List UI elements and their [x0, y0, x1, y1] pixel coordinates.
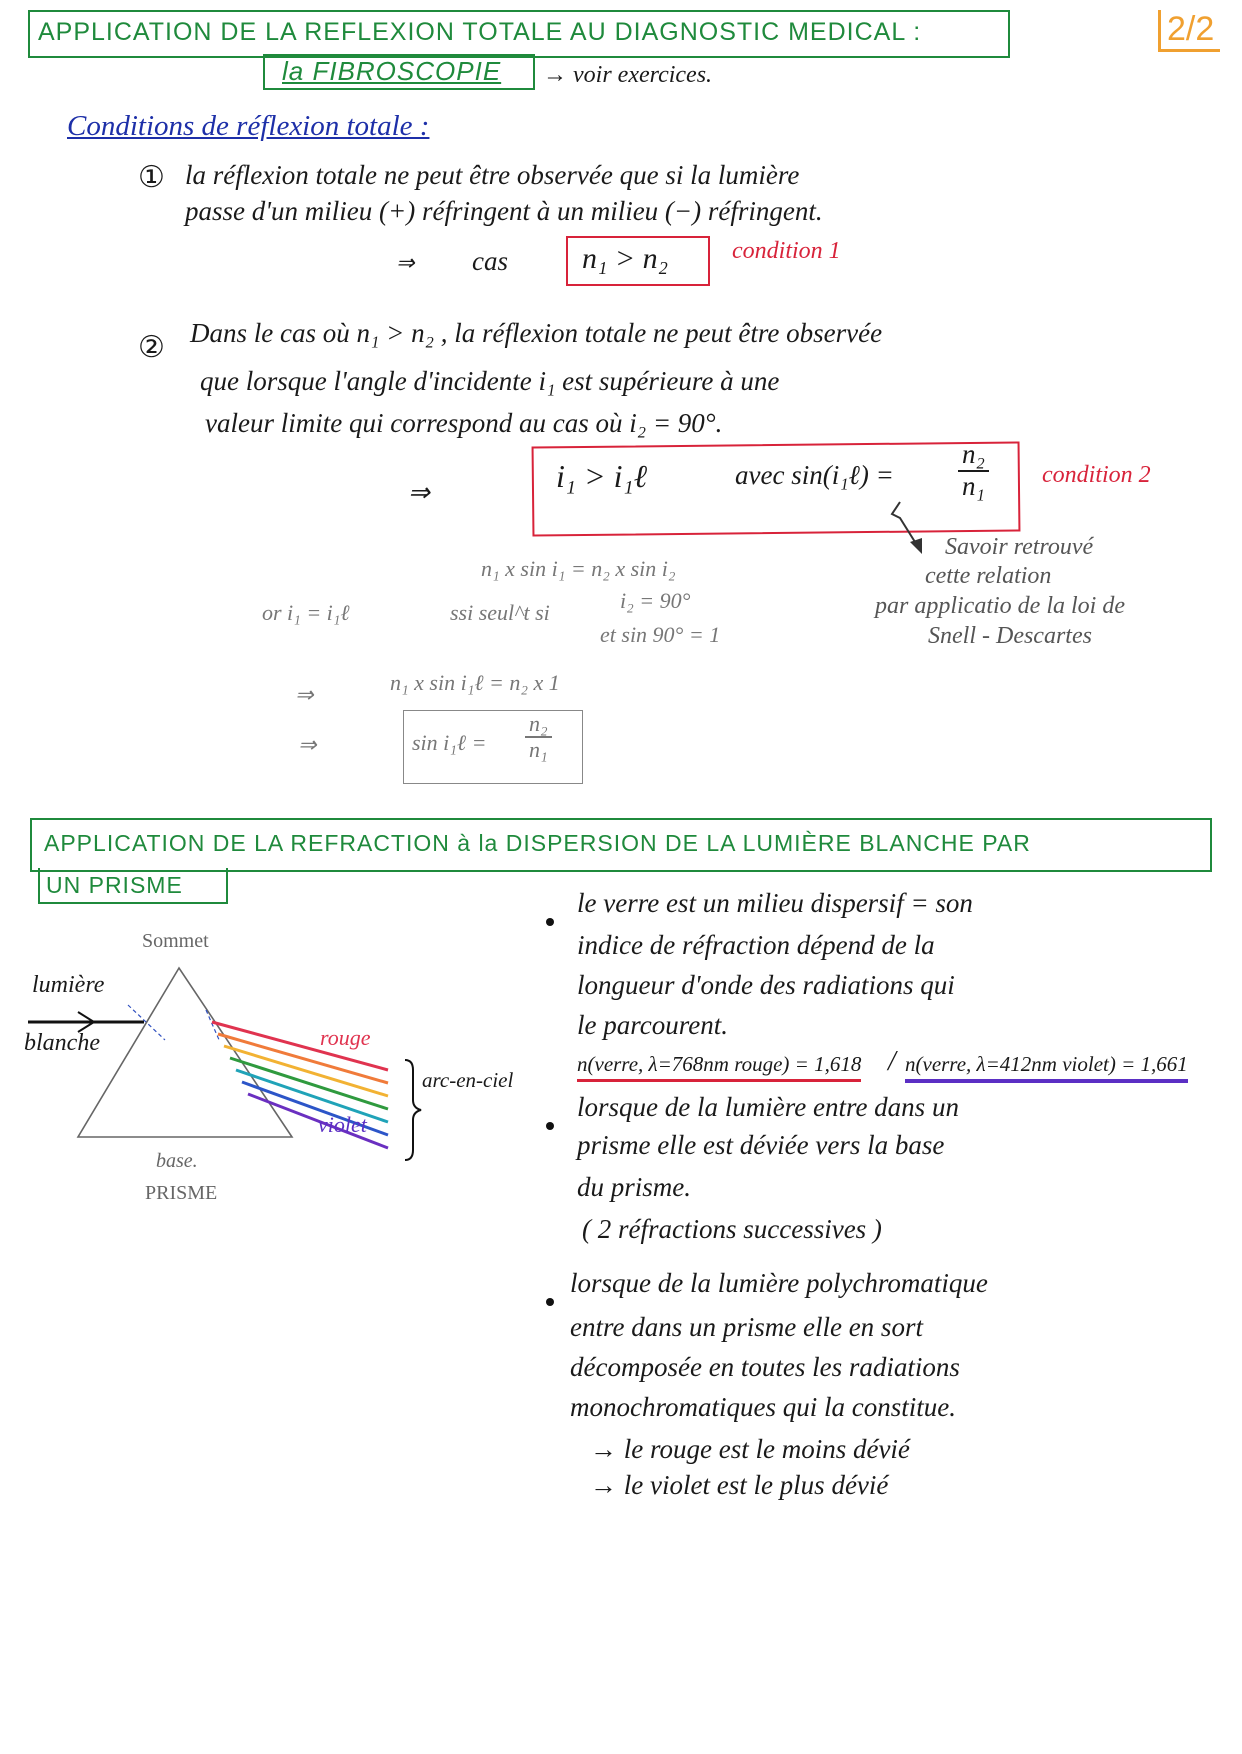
condition1-marker: ① [138, 161, 165, 194]
derivation-arrow-2: ⇒ [298, 732, 317, 757]
condition2-line3: valeur limite qui correspond au cas où i₂ = 90°. [205, 408, 723, 438]
derivation-result-left: sin i₁ℓ = [412, 730, 487, 755]
condition2-formula-left: i₁ > i₁ℓ [556, 458, 647, 494]
condition2-marker: ② [138, 331, 165, 364]
label-arc-en-ciel: arc-en-ciel [422, 1068, 514, 1092]
rainbow-brace [405, 1060, 421, 1160]
condition1-label: condition 1 [732, 238, 841, 264]
annotation-arrow-icon [880, 500, 930, 560]
conditions-heading-text: Conditions de réflexion totale : [67, 110, 430, 142]
fraction-numerator: n₂ [958, 440, 989, 472]
bullet-text-line: → le violet est le plus dévié [590, 1470, 889, 1500]
derivation-result-fraction [525, 712, 552, 762]
bullet-text-line: → le rouge est le moins dévié [590, 1434, 910, 1464]
condition1-arrow: ⇒ [396, 250, 415, 275]
bullet-text-line: décomposée en toutes les radiations [570, 1352, 960, 1382]
result-numerator: n₂ [525, 712, 552, 738]
label-sommet: Sommet [142, 930, 209, 952]
condition2-formula-avec: avec sin(i₁ℓ) = [735, 460, 894, 490]
label-lumiere: lumière [32, 972, 105, 998]
condition1-cas: cas [472, 246, 508, 276]
bullet-dot-icon [546, 918, 554, 926]
see-exercises: → voir exercices. [543, 62, 713, 88]
section1-subtitle: la FIBROSCOPIE [282, 56, 502, 86]
fraction-denominator: n₁ [962, 470, 985, 501]
bullet-text-line: ( 2 réfractions successives ) [582, 1214, 882, 1244]
bullet-dot-icon [546, 1298, 554, 1306]
section1-title: APPLICATION DE LA REFLEXION TOTALE AU DIAGNOSTIC MEDICAL : [38, 18, 922, 46]
label-rouge: rouge [320, 1025, 371, 1050]
derivation-cond-a: i₂ = 90° [620, 588, 691, 613]
condition1-line1: la réflexion totale ne peut être observée que si la lumière [185, 160, 800, 190]
prism-diagram [20, 930, 440, 1190]
label-violet: violet [318, 1112, 367, 1137]
condition2-line1: Dans le cas où n₁ > n₂ , la réflexion totale ne peut être observée [190, 318, 883, 348]
section2-title-line1: APPLICATION DE LA REFRACTION à la DISPERSION DE LA LUMIÈRE BLANCHE PAR [44, 830, 1031, 856]
note-line-1: Savoir retrouvé [945, 534, 1094, 560]
bullet-text-line: du prisme. [577, 1172, 691, 1202]
bullet-text-line: lorsque de la lumière polychromatique [570, 1268, 988, 1298]
derivation-arrow-1: ⇒ [295, 682, 314, 707]
label-prisme: PRISME [145, 1182, 218, 1204]
bullet-text-line: prisme elle est déviée vers la base [577, 1130, 945, 1160]
section2-title-line2: UN PRISME [46, 872, 183, 898]
derivation-snell: n₁ x sin i₁ = n₂ x sin i₂ [481, 556, 676, 581]
condition1-line2: passe d'un milieu (+) réfringent à un milieu (−) réfringent. [185, 196, 823, 226]
bullet-text-line: longueur d'onde des radiations qui [577, 970, 955, 1000]
conditions-heading [67, 110, 429, 143]
refracted-ray-3 [230, 1058, 388, 1109]
bullet-text-line: le parcourent. [577, 1010, 728, 1040]
condition2-arrow: ⇒ [408, 478, 430, 507]
condition2-label: condition 2 [1042, 462, 1151, 488]
condition2-line2: que lorsque l'angle d'incidente i₁ est supérieure à une [200, 366, 780, 396]
bullet-text-line: / [888, 1046, 896, 1077]
bullet-text-line: n(verre, λ=412nm violet) = 1,661 [905, 1052, 1188, 1083]
bullet-text-line: le verre est un milieu dispersif = son [577, 888, 973, 918]
note-line-3: par applicatio de la loi de [875, 593, 1125, 619]
note-line-4: Snell - Descartes [928, 623, 1092, 649]
label-blanche: blanche [24, 1030, 100, 1056]
bullet-text-line: lorsque de la lumière entre dans un [577, 1092, 959, 1122]
bullet-text-line: monochromatiques qui la constitue. [570, 1392, 956, 1422]
condition1-formula: n₁ > n₂ [582, 242, 669, 275]
bullet-dot-icon [546, 1122, 554, 1130]
label-base: base. [156, 1150, 198, 1172]
derivation-cond-b: et sin 90° = 1 [600, 622, 721, 647]
page-number: 2/2 [1158, 10, 1220, 52]
derivation-ssi: ssi seul^t si [450, 600, 550, 625]
result-denominator: n₁ [529, 737, 548, 763]
bullet-text-line: indice de réfraction dépend de la [577, 930, 935, 960]
bullet-text-line: n(verre, λ=768nm rouge) = 1,618 [577, 1052, 861, 1082]
condition2-fraction [958, 440, 989, 501]
note-line-2: cette relation [925, 563, 1052, 589]
derivation-step: n₁ x sin i₁ℓ = n₂ x 1 [390, 670, 560, 695]
bullet-text-line: entre dans un prisme elle en sort [570, 1312, 923, 1342]
derivation-or: or i₁ = i₁ℓ [262, 600, 350, 625]
prism-triangle [78, 968, 292, 1137]
